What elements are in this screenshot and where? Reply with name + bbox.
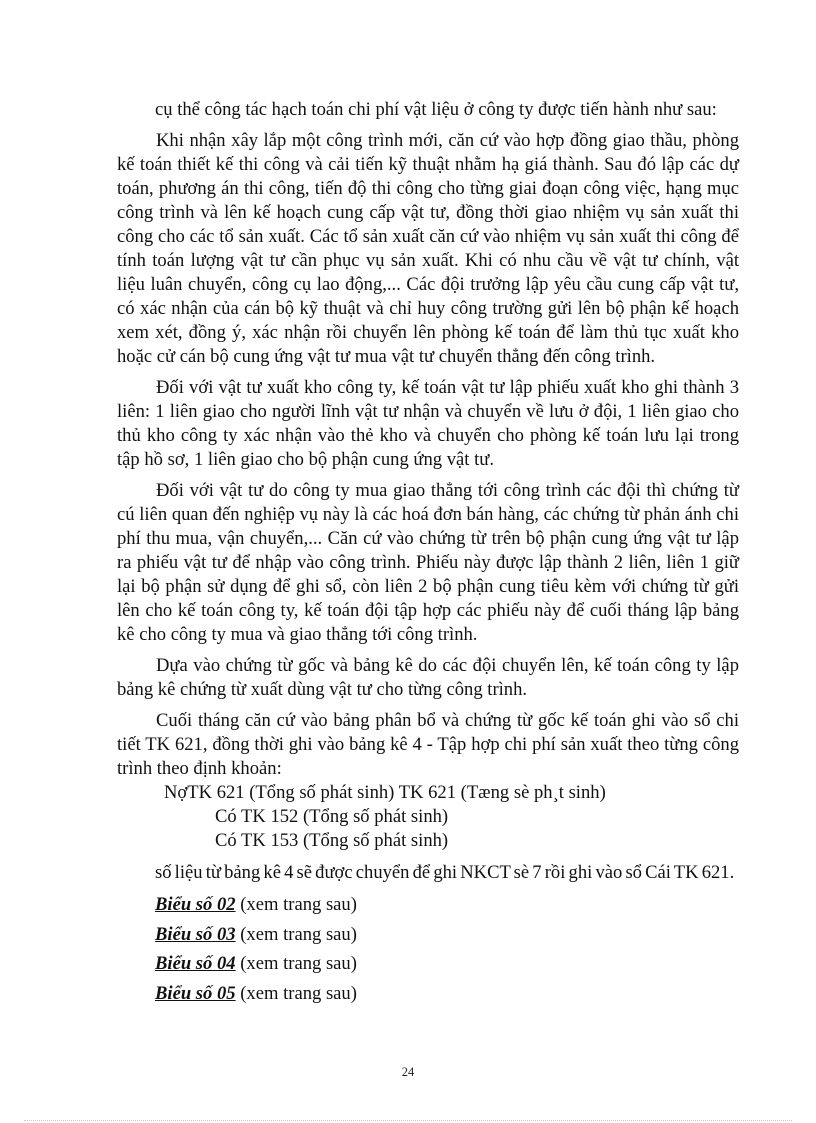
page-body [117,98,739,1008]
reference-note: (xem trang sau) [235,923,357,945]
reference-note: (xem trang sau) [235,894,357,915]
reference-label: Biểu số 05 [155,982,236,1004]
reference-item [117,920,739,950]
paragraph-5: Cuối tháng căn cứ vào bảng phân bổ và chứng từ gốc kế toán ghi vào sổ chi tiết TK 621, đồng thời ghi vào bảng kê 4 - Tập hợp chi phí sản xuất theo từng công trình theo định khoản: [117,710,739,779]
reference-note: (xem trang sau) [235,982,357,1004]
reference-label: Biểu số 02 [155,894,236,915]
paragraph-1: Khi nhận xây lắp một công trình mới, căn cứ vào hợp đồng giao thầu, phòng kế toán thiết kế thi công và cải tiến kỹ thuật nhằm hạ giá thành. Sau đó lập các dự toán, phương án thi công, tiến độ thi công cho từng giai đoạn công việc, hạng mục công trình và lên kế hoạch cung cấp vật tư, đồng thời giao nhiệm vụ sản xuất thi công cho các tổ sản xuất. Các tổ sản xuất căn cứ vào nhiệm vụ sản xuất thi công để tính toán lượng vật tư cần phục vụ sản xuất. Khi có nhu cầu về vật tư chính, vật liệu luân chuyển, công cụ lao động,... Các đội trưởng lập yêu cầu cung cấp vật tư, có xác nhận của cán bộ kỹ thuật và chỉ huy công trường gửi lên bộ phận kế hoạch xem xét, đồng ý, xác nhận rồi chuyển lên phòng kế toán để làm thủ tục xuất kho hoặc cử cán bộ cung ứng vật tư mua vật tư chuyển thẳng đến công trình. [117,130,739,367]
credit-entry-152: Có TK 152 (Tổng số phát sinh) [215,806,449,827]
reference-note: (xem trang sau) [235,953,357,974]
paragraph-2: Đối với vật tư xuất kho công ty, kế toán vật tư lập phiếu xuất kho ghi thành 3 liên: 1 liên giao cho người lĩnh vật tư nhận và chuyển về lưu ở đội, 1 liên giao cho thủ kho công ty xác nhận vào thẻ kho và chuyển cho phòng kế toán lưu lại trong tập hồ sơ, 1 liên giao cho bộ phận cung ứng vật tư. [117,377,739,470]
page-edge-divider [24,1120,792,1121]
credit-entry-153: Có TK 153 (Tổng số phát sinh) [215,830,449,851]
paragraph-3: Đối với vật tư do công ty mua giao thẳng tới công trình các đội thì chứng từ cú liên quan đến nghiệp vụ này là các hoá đơn bán hàng, các chứng từ phản ánh chi phí thu mua, vận chuyển,... Căn cứ vào chứng từ trên bộ phận cung ứng vật tư lập ra phiếu vật tư để nhập vào công trình. Phiếu này được lập thành 2 liên, liên 1 giữ lại bộ phận sử dụng để ghi sổ, còn liên 2 bộ phận cung tiêu kèm với chứng từ gửi lên cho kế toán công ty, kế toán đội tập hợp các phiếu này để cuối tháng lập bảng kê cho công ty mua và giao thẳng tới công trình. [117,480,739,645]
reference-label: Biểu số 03 [155,923,236,945]
page-number: 24 [401,1065,415,1079]
reference-item [117,949,739,979]
summary-line: số liệu từ bảng kê 4 sẽ được chuyển để ghi NKCT sè 7 rồi ghi vào sổ Cái TK 621. [155,862,735,883]
reference-item [117,979,739,1009]
reference-label: Biểu số 04 [155,953,236,974]
accounting-entry [117,781,739,853]
intro-line: cụ thể công tác hạch toán chi phí vật liệu ở công ty được tiến hành như sau: [155,99,717,120]
debit-entry: NợTK 621 (Tổng số phát sinh) TK 621 (Tæng sè ph¸t sinh) [164,782,606,803]
paragraph-4: Dựa vào chứng từ gốc và bảng kê do các đội chuyển lên, kế toán công ty lập bảng kê chứng từ xuất dùng vật tư cho từng công trình. [117,655,739,700]
reference-list [117,890,739,1008]
reference-item [117,890,739,920]
